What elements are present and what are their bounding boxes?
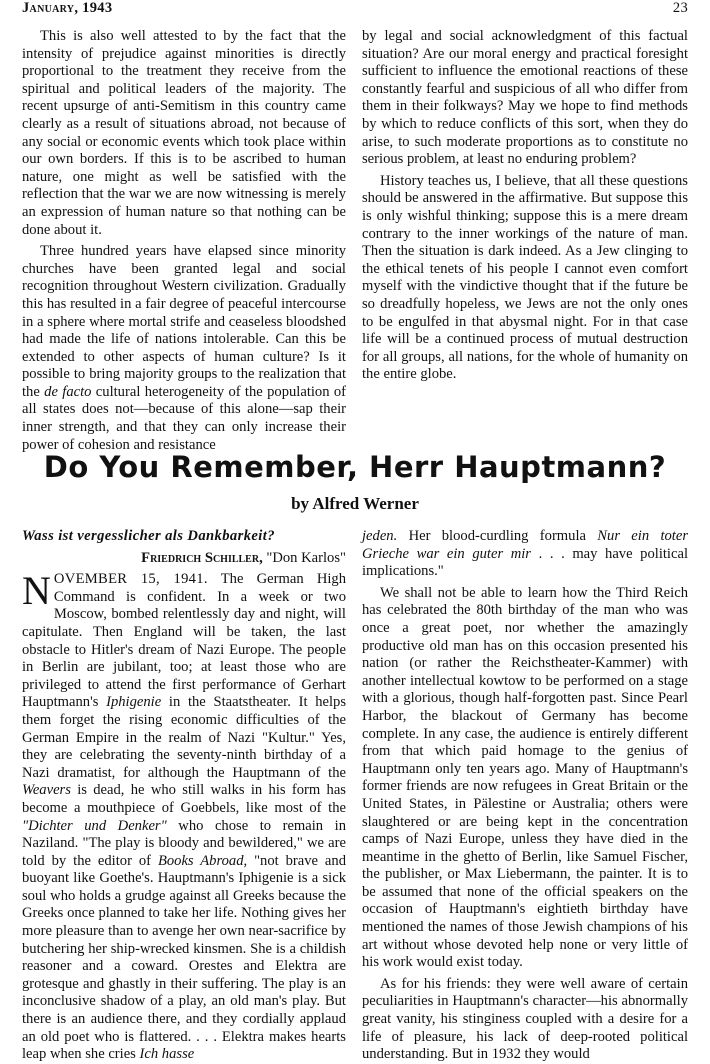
lead-in: OVEMBER 15, 1941. xyxy=(53,571,208,588)
epigraph-work: "Don Karlos" xyxy=(266,549,346,566)
opening-paragraph xyxy=(22,568,347,1064)
epigraph-author: Friedrich Schiller, xyxy=(141,549,263,566)
page-number: 23 xyxy=(672,0,688,16)
text-run: . . . may have political implications." xyxy=(362,545,688,580)
italic-title: Books Abroad, xyxy=(157,852,248,869)
paragraph: We shall not be able to learn how the Third Reich has celebrated the 80th birthday of the man who was once a great poet, nor whether the amazingly productive old man has on this occasion presented his nation (or rather the Reichstheater-Kammer) with another intellectual kowtow to be performed on a stage with a glorious, though half-forgotten past. Since Pearl Harbor, the blackout of Germany has become complete. In any case, the audience is entirely different from that which paid homage to the genius of Hauptmann only ten years ago. Many of Hauptmann's former friends are now refugees in Great Britain or the United States, in Pälestine or Australia; others were slaughtered or are being kept in the concentration camps of Nazi Europe, unless they have died in the meantime in the ghetto of Berlin, like Samuel Fischer, the publisher, or Max Liebermann, the painter. It is to be assumed that none of the official speakers on the occasion of Hauptmann's eightieth birthday have mentioned the names of those Jewish champions of his art without whose devoted help none or very little of his work would exist today. xyxy=(362,584,688,971)
previous-article-right-column xyxy=(362,28,688,384)
issue-date: January, 1943 xyxy=(22,0,113,16)
paragraph: History teaches us, I believe, that all these questions should be answered in the affirmative. But suppose this is only wishful thinking; suppose this is a mere dream contrary to the inner workings of the nature of man. Then the situation is dark indeed. As a Jew clinging to the ethical tenets of his people I cannot even comfort myself with the vindictive thought that if the future be so dreadfully hopeless, we Jews are not the only ones to be engulfed in that abysmal night. For in that case life will be a continued process of mutual destruction for all groups, all nations, for the whole of humanity on the entire globe. xyxy=(362,172,688,383)
text-run: Three hundred years have elapsed since minority churches have been granted legal and social recognition throughout Western civilization. Gradually this has resulted in a fair degree of peaceful intercourse in a sphere where mortal strife and ceaseless bloodshed had made the life of nations intolerable. Can this be extended to other aspects of human culture? Is it possible to bring majority groups to the realization that the xyxy=(22,243,346,400)
italic-phrase: jeden. xyxy=(362,528,398,544)
text-run: is dead, he who still walks in his form has become a mouthpiece of Goebbels, like most of the xyxy=(22,782,346,816)
article-title: Do You Remember, Herr Hauptmann? xyxy=(43,450,667,484)
italic-phrase: "Dichter und Denker" xyxy=(22,817,167,834)
paragraph xyxy=(362,528,688,581)
text-run: cultural heterogeneity of the population of all states does not—because of this alone—sap their inner strength, and that they can only increase their power of cohesion and resistance xyxy=(22,383,347,453)
italic-title: Weavers xyxy=(22,782,71,799)
text-run: Her blood-curdling formula xyxy=(397,528,598,544)
paragraph: As for his friends: they were well aware of certain peculiarities in Hauptmann's character—his abnormally great vanity, his stinginess coupled with a desire for a life of pleasure, his lack of deep-rooted political understanding. But in 1932 they would xyxy=(362,975,688,1063)
article-right-column xyxy=(362,528,688,1064)
text-run: in the Staatstheater. It helps them forget the rising economic difficulties of the German Empire in the realm of Nazi "Kultur." Yes, they are celebrating the seventy-ninth birthday of a Nazi dramatist, for although the Hauptmann of the xyxy=(22,694,346,781)
drop-cap: N xyxy=(22,568,51,614)
paragraph: by legal and social acknowledgment of this factual situation? Are our moral energy and practical foresight sufficient to influence the emotional reactions of these constantly fearful and suspicious of all who differ from them in their folkways? May we hope to find methods by which to reduce conflicts of this sort, when they do arise, to such moderate proportions as to constitute no serious problem, at least no enduring problem? xyxy=(362,28,688,168)
paragraph: This is also well attested to by the fact that the intensity of prejudice against minorities is directly proportional to the treatment they receive from the spiritual and political leaders of the majority. The recent upsurge of anti-Semitism in this country came clearly as a result of situations abroad, not because of any social or economic events which took place within our own borders. If this is to be ascribed to human nature, one might as well be satisfied with the reflection that the war we are now witnessing is merely an expression of human nature so that nothing can be done about it. xyxy=(22,28,346,238)
italic-title: Iphigenie xyxy=(106,694,162,711)
running-header xyxy=(22,0,688,18)
paragraph xyxy=(22,243,346,454)
text-run: "not brave and buoyant like Goethe's. Hauptmann's Iphigenie is a sick soul who holds a grudge against all Greeks because the Greeks once planned to take her life. Nothing gives her more pleasure than to avenge her own near-sacrifice by butchering her ship-wrecked kinsmen. She is a childish reasoner and a coward. Orestes and Elektra are grotesque and ghastly in their suffering. The play is an inconclusive shadow of a play, an old man's play. But there is an audience there, and they cordially applaud an old poet who is flattered. . . . Elektra makes hearts leap when she cries xyxy=(22,852,347,1063)
text-run: who chose to remain in Naziland. "The play is bloody and bewildered," we are told by the editor of xyxy=(22,817,346,869)
byline: by Alfred Werner xyxy=(291,494,419,513)
previous-article-left-column xyxy=(22,28,346,454)
text-run: The German High Command is confident. In a week or two Moscow, bombed relentlessly day and night, will capitulate. Then England will be taken, the last obstacle to Hitler's dream of Nazi Europe. The people in Berlin are jubilant, too; at least those who are privileged to attend the first performance of Gerhart Hauptmann's xyxy=(22,571,347,711)
epigraph: Wass ist vergesslicher als Dankbarkeit? xyxy=(22,528,275,544)
italic-phrase: de facto xyxy=(44,383,92,400)
epigraph-attribution xyxy=(22,550,346,568)
italic-phrase: Nur ein toter Grieche war ein guter mir xyxy=(362,528,689,562)
article-left-column xyxy=(22,528,346,1064)
italic-phrase: Ich hasse xyxy=(139,1046,195,1063)
